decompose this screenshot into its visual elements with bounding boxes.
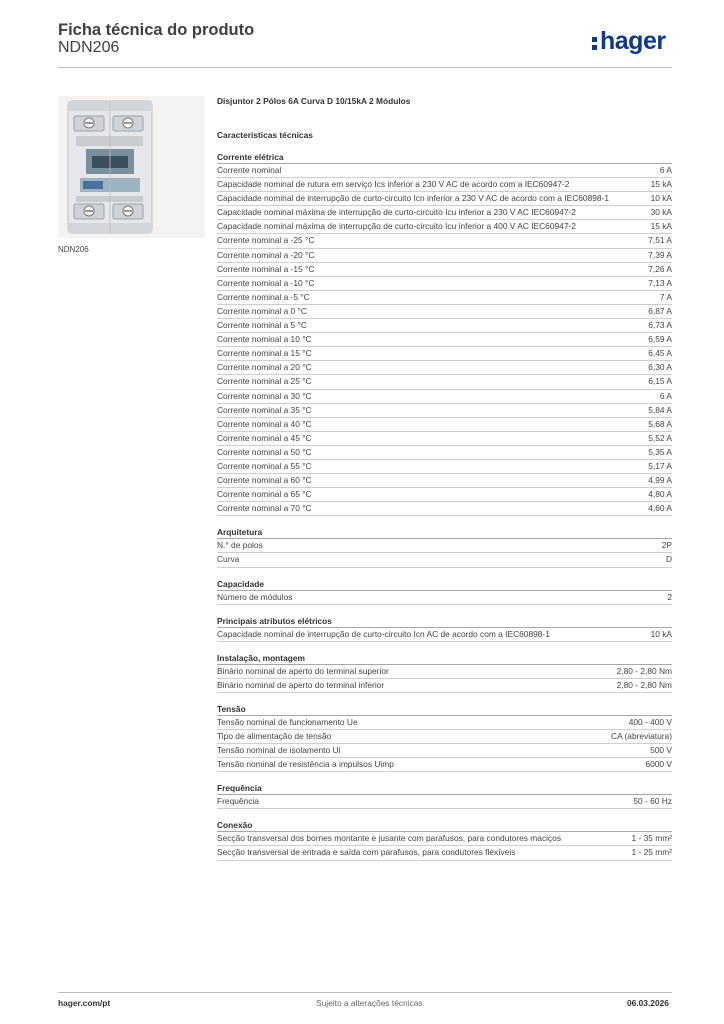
spec-label: Corrente nominal a 40 °C (217, 418, 312, 429)
spec-row (217, 474, 672, 488)
footer-date: 06.03.2026 (627, 998, 669, 1008)
spec-row (217, 277, 672, 291)
spec-label: Capacidade nominal de interrupção de curto-circuito Icn AC de acordo com a IEC60898-1 (217, 628, 550, 639)
spec-row (217, 716, 672, 730)
spec-row (217, 460, 672, 474)
spec-content (217, 94, 672, 861)
section-title: Conexão (217, 819, 672, 832)
spec-value: 6,30 A (648, 362, 672, 373)
spec-row (217, 333, 672, 347)
footer-divider (58, 992, 672, 993)
logo-colon-icon (592, 26, 597, 56)
spec-value: 4,80 A (648, 489, 672, 500)
spec-row (217, 628, 672, 642)
spec-label: Secção transversal de entrada e saída com parafusos, para condutores flexíveis (217, 847, 516, 858)
spec-row (217, 192, 672, 206)
spec-row (217, 432, 672, 446)
spec-row (217, 234, 672, 248)
spec-label: Corrente nominal a -15 °C (217, 263, 315, 274)
spec-row (217, 418, 672, 432)
page-title: Ficha técnica do produto (58, 21, 255, 39)
spec-value: 30 kA (650, 207, 672, 218)
spec-label: Tensão nominal de isolamento Ui (217, 745, 341, 756)
spec-label: Corrente nominal (217, 165, 282, 175)
spec-value: 6 A (659, 165, 672, 175)
spec-value: D (665, 554, 672, 565)
product-reference: NDN206 (58, 39, 120, 56)
spec-value: 2 (667, 591, 672, 602)
spec-value: 7 A (659, 291, 672, 302)
spec-value: 6,87 A (648, 305, 672, 316)
spec-value: 5,68 A (648, 418, 672, 429)
spec-label: Número de módulos (217, 591, 293, 602)
hager-logo (592, 26, 666, 56)
spec-row (217, 178, 672, 192)
spec-value: 1 - 25 mm² (631, 847, 672, 858)
spec-row (217, 502, 672, 516)
spec-row (217, 249, 672, 263)
footer-notice: Sujeito a alterações técnicas (316, 998, 423, 1008)
spec-label: Corrente nominal a -10 °C (217, 277, 315, 288)
header-divider (58, 67, 672, 68)
spec-label: Corrente nominal a 5 °C (217, 320, 307, 331)
spec-row (217, 488, 672, 502)
spec-value: 400 - 400 V (628, 716, 672, 727)
spec-label: N.° de polos (217, 540, 263, 551)
spec-row (217, 206, 672, 220)
spec-row (217, 539, 672, 553)
spec-label: Capacidade nominal máxima de interrupção de curto-circuito Icu inferior a 400 V AC IEC60947-2 (217, 221, 576, 232)
spec-sections (217, 151, 672, 861)
spec-label: Corrente nominal a 20 °C (217, 362, 312, 373)
spec-value: 6 A (659, 390, 672, 401)
spec-label: Corrente nominal a -5 °C (217, 291, 310, 302)
spec-value: 5,52 A (648, 432, 672, 443)
spec-label: Corrente nominal a 30 °C (217, 390, 312, 401)
spec-row (217, 758, 672, 772)
spec-value: 500 V (650, 745, 672, 756)
spec-value: 6000 V (645, 759, 672, 770)
spec-label: Corrente nominal a 60 °C (217, 475, 312, 486)
spec-label: Corrente nominal a 65 °C (217, 489, 312, 500)
spec-row (217, 305, 672, 319)
spec-section (217, 578, 672, 605)
footer-website-link[interactable]: hager.com/pt (58, 998, 111, 1008)
spec-row (217, 361, 672, 375)
spec-row (217, 591, 672, 605)
spec-value: 7,51 A (648, 235, 672, 246)
spec-label: Corrente nominal a 25 °C (217, 376, 312, 387)
spec-label: Corrente nominal a 45 °C (217, 432, 312, 443)
spec-label: Secção transversal dos bornes montante e jusante com parafusos, para condutores maciços (217, 833, 562, 844)
spec-value: 15 kA (650, 179, 672, 190)
spec-row (217, 291, 672, 305)
spec-row (217, 795, 672, 809)
spec-row (217, 446, 672, 460)
section-title: Corrente elétrica (217, 151, 672, 164)
spec-label: Corrente nominal a 0 °C (217, 305, 307, 316)
spec-label: Corrente nominal a -25 °C (217, 235, 315, 246)
spec-label: Capacidade nominal de rutura em serviço Ics inferior a 230 V AC de acordo com a IEC60947-2 (217, 179, 570, 190)
image-caption: NDN206 (58, 245, 89, 254)
spec-value: 5,35 A (648, 446, 672, 457)
spec-value: 6,73 A (648, 320, 672, 331)
spec-value: 15 kA (650, 221, 672, 232)
spec-row (217, 375, 672, 389)
spec-section (217, 819, 672, 860)
spec-section (217, 703, 672, 772)
spec-value: 4,99 A (648, 475, 672, 486)
spec-row (217, 846, 672, 860)
spec-value: 2P (661, 540, 672, 551)
spec-value: 7,26 A (648, 263, 672, 274)
spec-row (217, 832, 672, 846)
section-title: Tensão (217, 703, 672, 716)
spec-label: Capacidade nominal máxima de interrupção de curto-circuito Icu inferior a 230 V AC IEC60947-2 (217, 207, 576, 218)
spec-section (217, 615, 672, 642)
spec-value: 7,39 A (648, 249, 672, 260)
spec-value: 4,60 A (648, 503, 672, 514)
spec-label: Tensão nominal de funcionamento Ue (217, 716, 358, 727)
spec-label: Corrente nominal a 10 °C (217, 334, 312, 345)
spec-row (217, 404, 672, 418)
spec-value: 6,45 A (648, 348, 672, 359)
spec-value: 2,80 - 2,80 Nm (616, 679, 672, 690)
section-title: Principais atributos elétricos (217, 615, 672, 628)
spec-label: Corrente nominal a 50 °C (217, 446, 312, 457)
spec-section (217, 652, 672, 693)
spec-label: Tensão nominal de resistência a impulsos Uimp (217, 759, 394, 770)
specs-heading: Características técnicas (217, 130, 313, 140)
spec-section (217, 151, 672, 516)
spec-value: 1 - 35 mm² (631, 833, 672, 844)
spec-row (217, 319, 672, 333)
spec-row (217, 164, 672, 178)
spec-value: 10 kA (650, 193, 672, 204)
spec-value: 6,59 A (648, 334, 672, 345)
spec-label: Binário nominal de aperto do terminal superior (217, 665, 389, 676)
spec-label: Corrente nominal a 70 °C (217, 503, 312, 514)
spec-label: Corrente nominal a 15 °C (217, 348, 312, 359)
spec-value: CA (abreviatura) (611, 731, 672, 741)
spec-label: Corrente nominal a 35 °C (217, 404, 312, 415)
section-title: Frequência (217, 782, 672, 795)
spec-label: Tipo de alimentação de tensão (217, 731, 332, 741)
spec-row (217, 665, 672, 679)
product-description: Disjuntor 2 Pólos 6A Curva D 10/15kA 2 Módulos (217, 96, 411, 106)
product-image (58, 96, 205, 238)
spec-row (217, 679, 672, 693)
spec-value: 5,17 A (648, 460, 672, 471)
spec-row (217, 263, 672, 277)
spec-value: 50 - 60 Hz (633, 796, 672, 807)
spec-label: Capacidade nominal de interrupção de curto-circuito Icn inferior a 230 V AC de acordo com a IEC60898-1 (217, 193, 609, 204)
spec-row (217, 220, 672, 234)
spec-row (217, 390, 672, 404)
spec-value: 6,15 A (648, 376, 672, 387)
section-title: Capacidade (217, 578, 672, 591)
spec-value: 5,84 A (648, 404, 672, 415)
spec-label: Corrente nominal a -20 °C (217, 249, 315, 260)
spec-value: 2,80 - 2,80 Nm (616, 665, 672, 676)
section-title: Arquitetura (217, 526, 672, 539)
spec-row (217, 744, 672, 758)
spec-row (217, 730, 672, 744)
spec-section (217, 526, 672, 567)
spec-row (217, 347, 672, 361)
spec-section (217, 782, 672, 809)
section-title: Instalação, montagem (217, 652, 672, 665)
spec-row (217, 553, 672, 567)
spec-label: Binário nominal de aperto do terminal inferior (217, 679, 385, 690)
spec-label: Corrente nominal a 55 °C (217, 460, 312, 471)
spec-label: Frequência (217, 796, 259, 807)
logo-text: hager (600, 27, 666, 55)
spec-label: Curva (217, 554, 240, 565)
spec-value: 7,13 A (648, 277, 672, 288)
spec-value: 10 kA (650, 628, 672, 639)
